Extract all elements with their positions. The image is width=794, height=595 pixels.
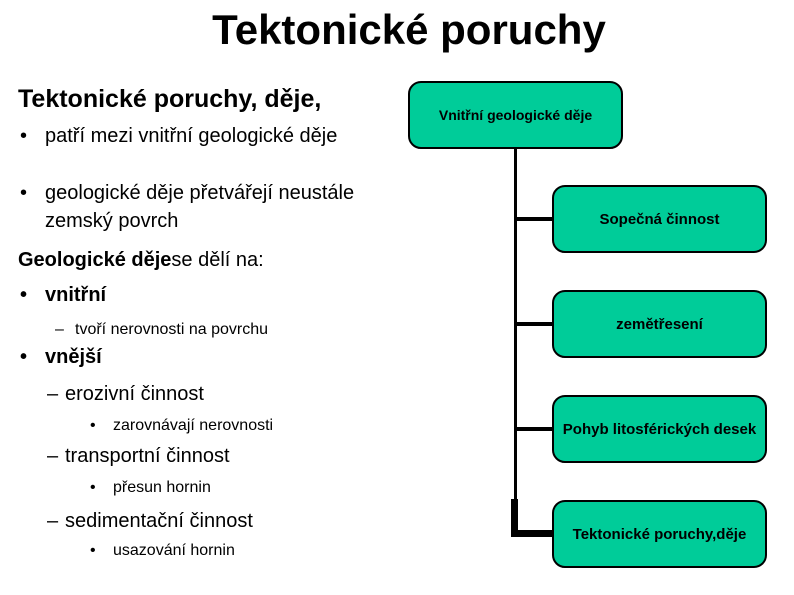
outline-item-text: vnější [45, 346, 102, 368]
diagram-box-label: zemětřesení [616, 315, 703, 333]
outline-item [47, 442, 230, 470]
diagram-box-tektonicke-poruchy-deje [552, 500, 767, 568]
outline-item-text: se dělí na: [171, 249, 264, 271]
outline-item [20, 122, 337, 150]
outline-item [90, 540, 235, 562]
slide-title: Tektonické poruchy [212, 6, 606, 53]
outline-item-text: zarovnávají nerovnosti [113, 417, 274, 434]
outline-item [47, 507, 253, 535]
connector-vertical-line [514, 147, 517, 532]
outline-item [20, 179, 367, 235]
outline-item-text: vnitřní [45, 284, 107, 306]
outline-item-text: usazování hornin [113, 542, 235, 559]
connector-stub-pohyb [515, 427, 553, 431]
outline-item-text-bold: Geologické děje [18, 249, 172, 271]
outline-item [90, 415, 273, 437]
connector-stub-zemetreseni [515, 322, 553, 326]
outline-item-text: patří mezi vnitřní geologické děje [45, 125, 338, 147]
dash-marker: – [47, 383, 59, 405]
outline-item [20, 281, 106, 309]
dash-marker: – [47, 445, 59, 467]
outline-item-text: přesun hornin [113, 479, 211, 496]
diagram-box-vnitrni-geologicke-deje [408, 81, 623, 149]
diagram-box-pohyb-litosferickych-desek [552, 395, 767, 463]
content-heading: Tektonické poruchy, děje, [18, 85, 322, 113]
bullet-marker: • [20, 284, 28, 306]
bullet-marker: • [20, 346, 28, 368]
dash-marker: – [55, 321, 64, 338]
diagram-box-label: Pohyb litosférických desek [562, 420, 757, 438]
outline-item-text: transportní činnost [65, 445, 230, 467]
diagram-box-label: Vnitřní geologické děje [438, 106, 593, 123]
diagram-box-label: Tektonické poruchy,děje [572, 525, 747, 543]
diagram-box-sopecna-cinnost [552, 185, 767, 253]
outline-item-text: erozivní činnost [65, 383, 204, 405]
bullet-marker: • [90, 542, 96, 559]
outline-item-text: geologické děje přetvářejí neustále zemský povrch [45, 182, 355, 232]
outline-item [20, 343, 102, 371]
connector-elbow-horizontal [511, 530, 553, 537]
outline-item-text: tvoří nerovnosti na povrchu [75, 321, 268, 338]
outline-item [47, 380, 204, 408]
bullet-marker: • [20, 182, 28, 204]
outline-item [90, 477, 211, 499]
bullet-marker: • [90, 417, 96, 434]
bullet-marker: • [90, 479, 96, 496]
bullet-marker: • [20, 125, 28, 147]
diagram-box-label: Sopečná činnost [599, 210, 720, 228]
connector-stub-sopecna [515, 217, 553, 221]
diagram-box-zemetreseni [552, 290, 767, 358]
outline-item [18, 246, 264, 274]
outline-item-text: sedimentační činnost [65, 510, 253, 532]
dash-marker: – [47, 510, 59, 532]
outline-item [55, 319, 268, 341]
